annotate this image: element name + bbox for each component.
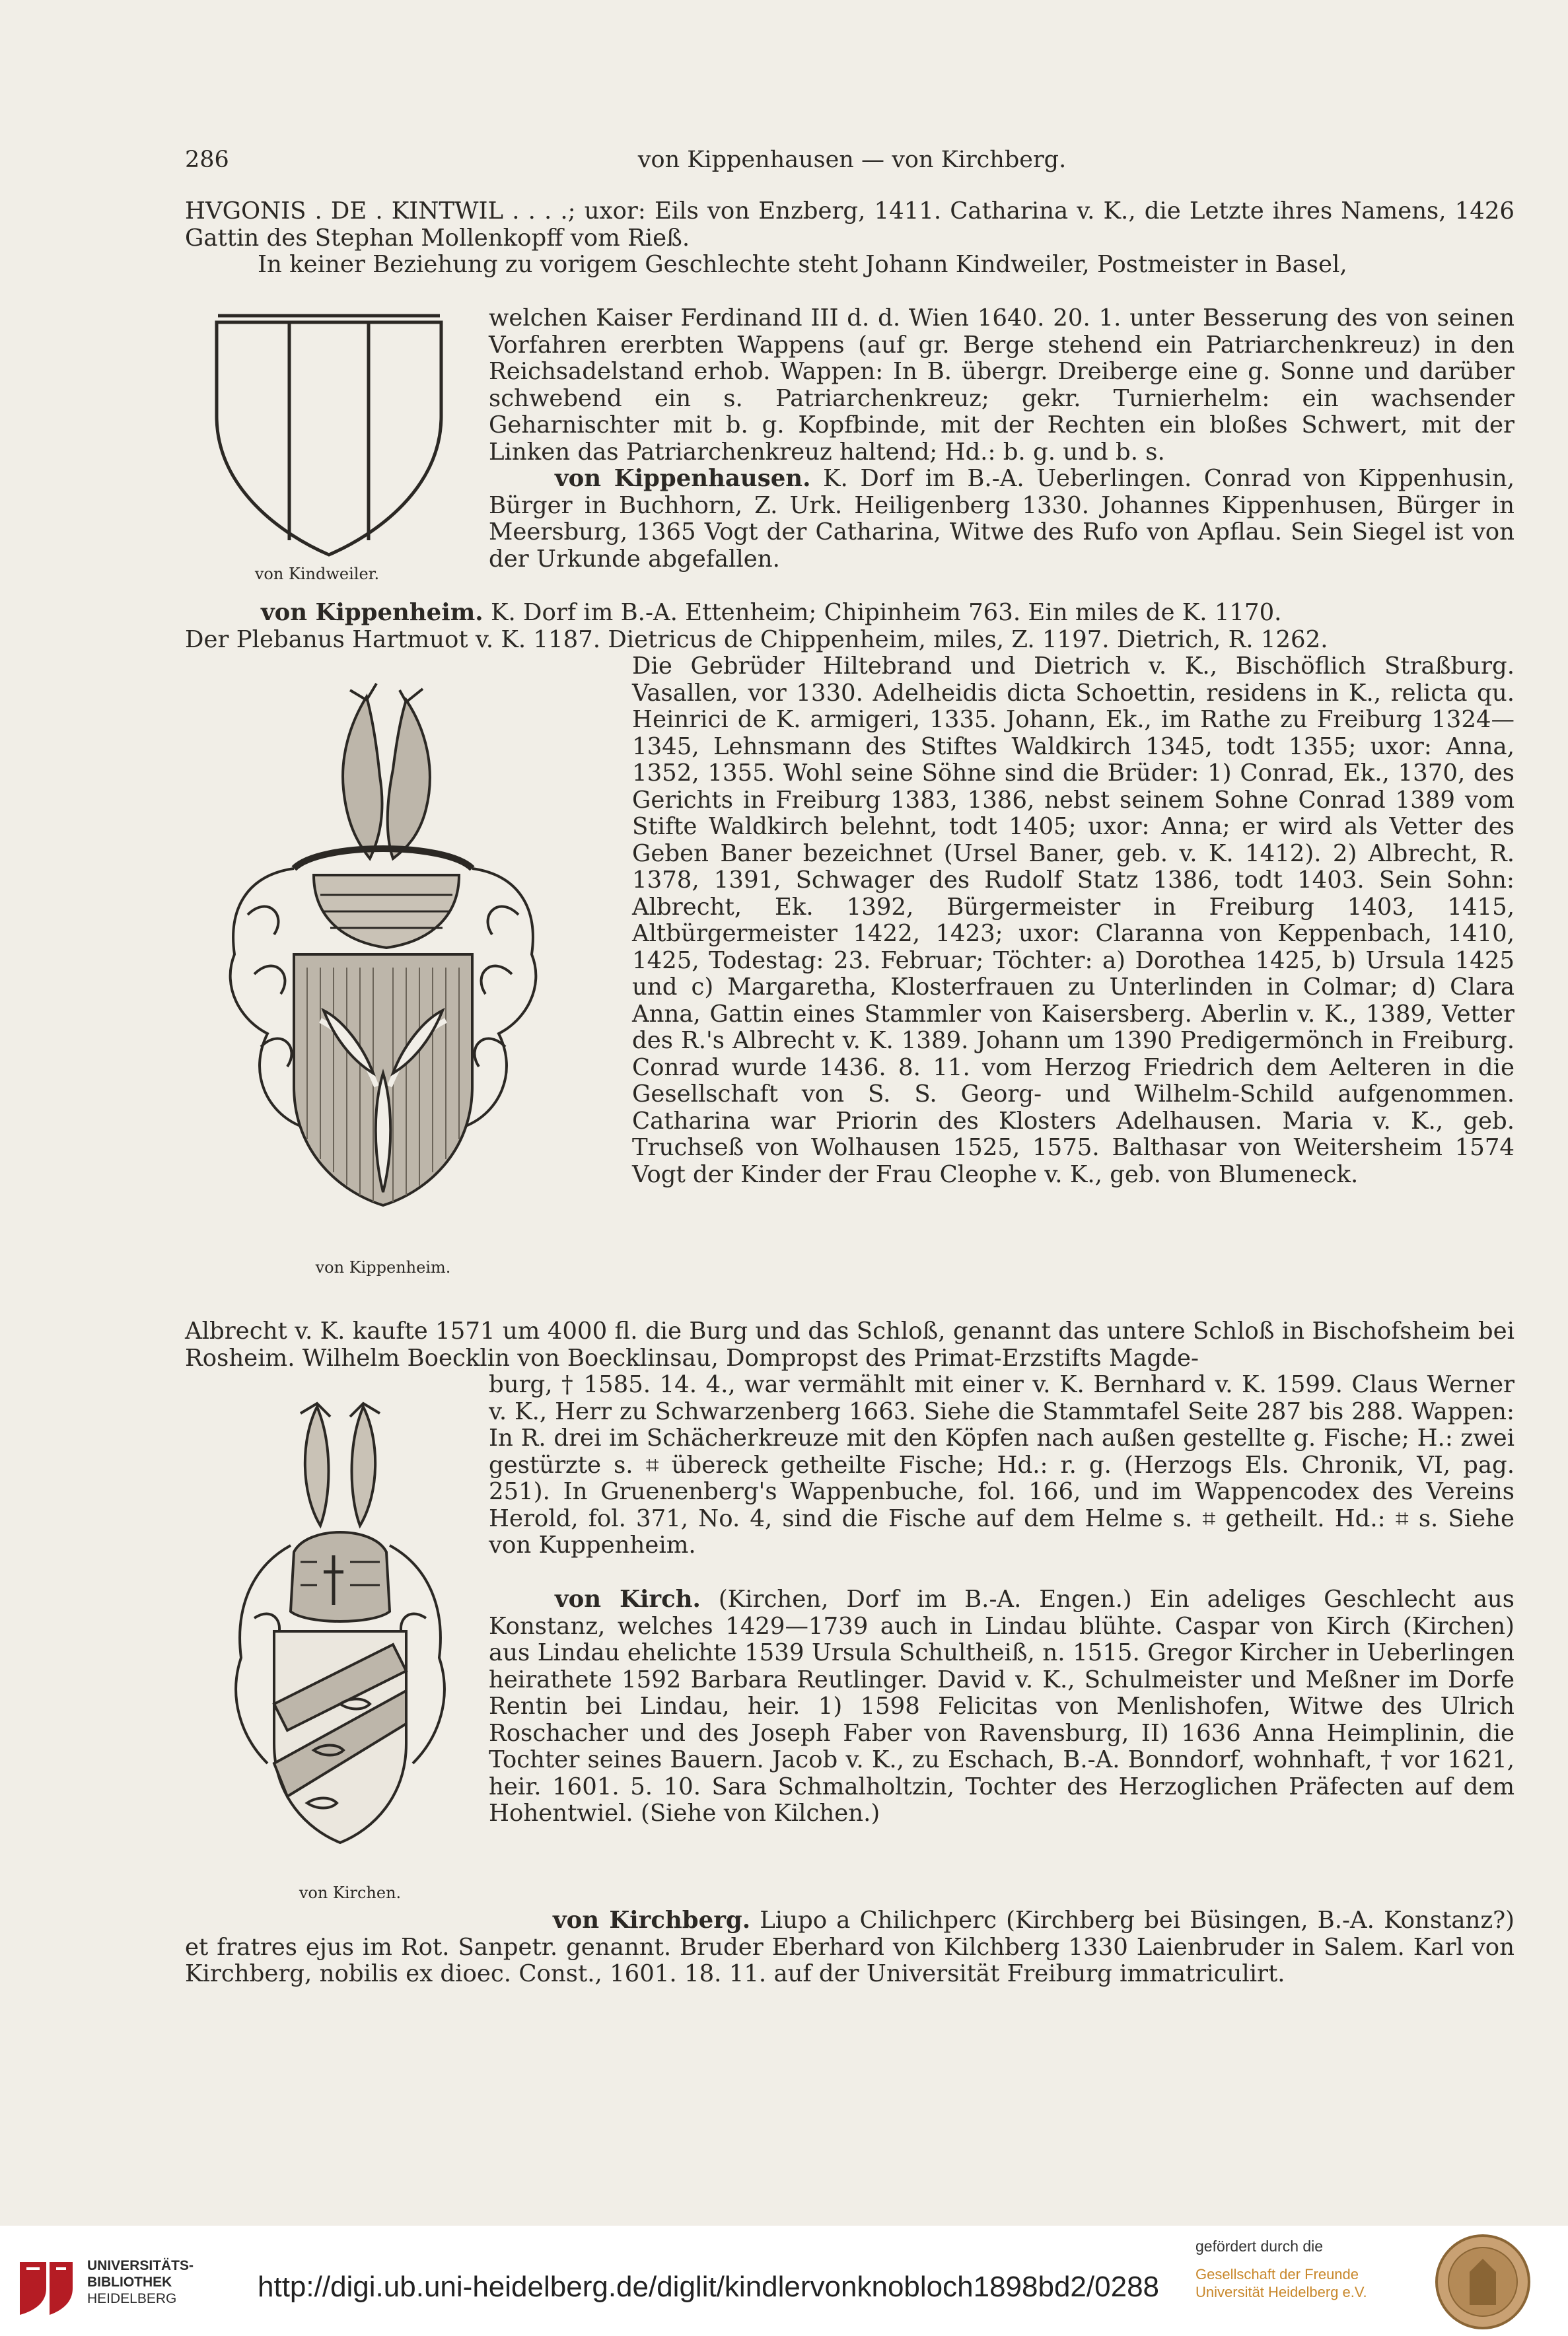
sponsor-label: gefördert durch die [1195, 2238, 1324, 2255]
paragraph-kippenheim-intro: von Kippenheim. K. Dorf im B.-A. Ettenheim; Chipinheim 763. Ein miles de K. 1170. [185, 600, 1515, 627]
paragraph-kippenheim-line2: Der Plebanus Hartmuot v. K. 1187. Dietricus de Chippenheim, miles, Z. 1197. Dietrich, R. 1262. [185, 626, 1328, 653]
sponsor-name: Gesellschaft der Freunde Universität Heidelberg e.V. [1195, 2266, 1367, 2300]
paragraph-kippenheim-wappen: burg, † 1585. 14. 4., war vermählt mit einer v. K. Bernhard v. K. 1599. Claus Werner v. K., Herr zu Schwarzenberg 1663. Siehe die Stammtafel Seite 287 bis 288. Wappen: In R. drei im Schächerkreuze mit den Köpfen nach außen gestellte g. Fische; H.: zwei gestürzte s. ⌗ übereck getheilte Fische; Hd.: r. g. (Herzogs Els. Chronik, VI, pag. 251). In Gruenenberg's Wappenbuche, fol. 166, und im Wappencodex des Vereins Herold, fol. 371, No. 4, sind die Fische auf dem Helme s. ⌗ getheilt. Hd.: ⌗ s. Siehe von Kuppenheim. [489, 1371, 1515, 1559]
kindweiler-coat-of-arms [210, 291, 448, 568]
page-header [185, 147, 1519, 180]
footer-bar [0, 2226, 1568, 2336]
entry-heading-kirch: von Kirch. [555, 1586, 701, 1613]
kirchen-coat-of-arms [208, 1394, 499, 1856]
paragraph-kirch: von Kirch. (Kirchen, Dorf im B.-A. Engen.) Ein adeliges Geschlecht aus Konstanz, welches 1429—1739 auch in Lindau blühte. Caspar von Kirch (Kirchen) aus Lindau ehelichte 1539 Ursula Schultheiß, n. 1515. Gregor Kircher in Ueberlingen heirathete 1592 Barbara Reutlinger. David v. K., Schulmeister und Meßner im Dorfe Rentin bei Lindau, heir. 1) 1598 Felicitas von Menlishofen, Witwe des Ulrich Roschacher und des Joseph Faber von Ravensburg, II) 1636 Anna Heimplinin, die Tochter seines Bauern. Jacob v. K., zu Eschach, B.-A. Bonndorf, wohnhaft, † vor 1621, heir. 1601. 5. 10. Sara Schmalholtzin, Tochter des Herzoglichen Präfecten auf dem Hohentwiel. (Siehe von Kilchen.) [489, 1586, 1515, 1827]
paragraph-kippenheim-line-albrecht: Albrecht v. K. kaufte 1571 um 4000 fl. die Burg und das Schloß, genannt das untere Schloß in Bischofsheim bei Rosheim. Wilhelm Boecklin von Boecklinsau, Dompropst des Primat-Erzstifts Magde- [185, 1318, 1515, 1372]
university-library-logo-icon [13, 2252, 79, 2318]
paragraph-kindweiler-body: welchen Kaiser Ferdinand III d. d. Wien 1640. 20. 1. unter Besserung des von seinen Vorfahren ererbten Wappens (auf gr. Berge stehend ein Patriarchenkreuz) in den Reichsadelstand erhob. Wappen: In B. übergr. Dreiberge eine g. Sonne und darüber schwebend ein s. Patriarchenkreuz; gekr. Turnierhelm: ein wachsender Geharnischter mit b. g. Kopfbinde, mit der Rechten ein bloßes Schwert, mit der Linken das Patriarchenkreuz haltend; Hd.: b. g. und b. s. [489, 304, 1515, 466]
paragraph-kippenhausen: von Kippenhausen. K. Dorf im B.-A. Ueberlingen. Conrad von Kippenhusin, Bürger in Buchhorn, Z. Urk. Heiligenberg 1330. Johannes Kippenhusen, Bürger in Meersburg, 1365 Vogt der Catharina, Witwe des Rufo von Apflau. Sein Siegel ist von der Urkunde abgefallen. [489, 465, 1515, 573]
caption-kirchen: von Kirchen. [299, 1884, 402, 1902]
kippenheim-coat-of-arms [208, 677, 552, 1258]
page-number: 286 [185, 147, 229, 173]
caption-kippenheim: von Kippenheim. [315, 1258, 451, 1277]
university-library-name: UNIVERSITÄTS- BIBLIOTHEK HEIDELBERG [87, 2258, 194, 2306]
paragraph-kirchberg: von Kirchberg. Liupo a Chilichperc (Kirchberg bei Büsingen, B.-A. Konstanz?) et fratres ejus im Rot. Sanpetr. genannt. Bruder Eberhard von Kilchberg 1330 Laienbruder in Salem. Karl von Kirchberg, nobilis ex dioec. Const., 1601. 18. 11. auf der Universität Freiburg immatriculirt. [185, 1907, 1515, 1987]
entry-heading-kippenheim: von Kippenheim. [261, 599, 483, 626]
paragraph-kintwil: HVGONIS . DE . KINTWIL . . . .; uxor: Eils von Enzberg, 1411. Catharina v. K., die Letzte ihres Namens, 1426 Gattin des Stephan Mollenkopff vom Rieß. [185, 197, 1515, 252]
caption-kindweiler: von Kindweiler. [254, 565, 380, 583]
university-seal-icon [1433, 2232, 1532, 2331]
paragraph-kippenheim-body: Die Gebrüder Hiltebrand und Dietrich v. K., Bischöflich Straßburg. Vasallen, vor 1330. Adelheidis dicta Schoettin, residens in K., relicta qu. Heinrici de K. armigeri, 1335. Johann, Ek., im Rathe zu Freiburg 1324—1345, Lehnsmann des Stiftes Waldkirch 1345, todt 1355; uxor: Anna, 1352, 1355. Wohl seine Söhne sind die Brüder: 1) Conrad, Ek., 1370, des Gerichts in Freiburg 1383, 1386, nebst seinem Sohne Conrad 1389 vom Stifte Waldkirch belehnt, todt 1405; uxor: Anna; er wird als Vetter des Geben Baner bezeichnet (Ursel Baner, geb. v. K. 1412). 2) Albrecht, R. 1378, 1391, Schwager des Rudolf Statz 1386, todt 1403. Sein Sohn: Albrecht, Ek. 1392, Bürgermeister in Freiburg 1403, 1415, Altbürgermeister 1422, 1423; uxor: Claranna von Keppenbach, 1410, 1425, Todestag: 23. Februar; Töchter: a) Dorothea 1425, b) Ursula 1425 und c) Margaretha, Klosterfrauen zu Unterlinden in Colmar; d) Clara Anna, Gattin eines Stammler von Kaisersberg. Aberlin v. K., 1389, Vetter des R.'s Albrecht v. K. 1389. Johann um 1390 Predigermönch in Freiburg. Conrad wurde 1436. 8. 11. vom Herzog Friedrich dem Aelteren in die Gesellschaft von S. S. Georg- und Wilhelm-Schild aufgenommen. Catharina war Priorin des Klosters Adelhausen. Maria v. K., geb. Truchseß von Wolhausen 1525, 1575. Balthasar von Weitersheim 1574 Vogt der Kinder der Frau Cleophe v. K., geb. von Blumeneck. [632, 653, 1515, 1188]
paragraph-kindweiler-intro: In keiner Beziehung zu vorigem Geschlechte steht Johann Kindweiler, Postmeister in Basel, [258, 251, 1347, 278]
running-title: von Kippenhausen — von Kirchberg. [637, 147, 1067, 173]
entry-heading-kippenhausen: von Kippenhausen. [555, 465, 811, 492]
source-url-link[interactable]: http://digi.ub.uni-heidelberg.de/diglit/kindlervonknobloch1898bd2/0288 [258, 2271, 1160, 2303]
entry-heading-kirchberg: von Kirchberg. [553, 1907, 751, 1934]
